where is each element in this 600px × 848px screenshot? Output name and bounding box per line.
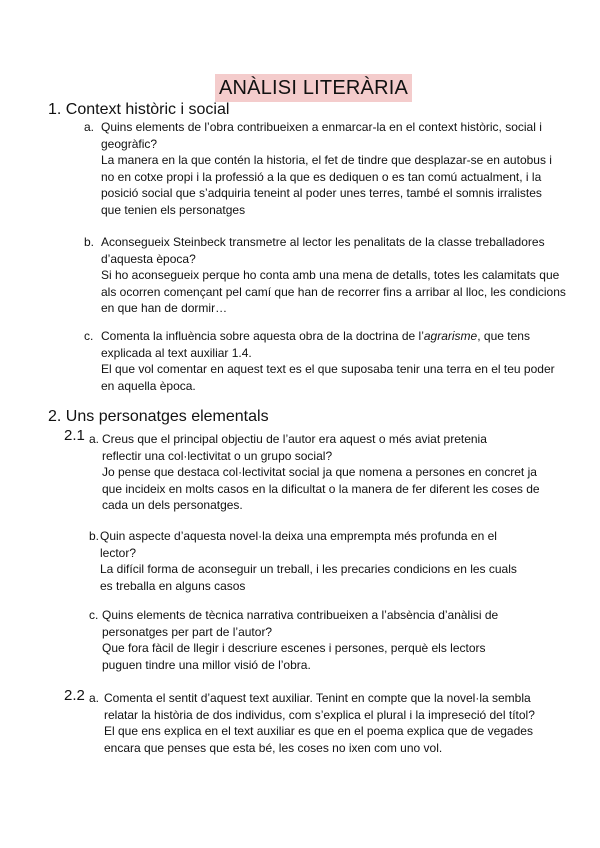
question-line: lector? <box>100 545 137 560</box>
answer-line: que tenien els personatges <box>101 202 246 217</box>
question-1b <box>84 234 566 317</box>
answer-line: posició social que s’adquiria teneint al poder unes terres, també el somnis irralistes <box>101 186 542 200</box>
answer-line: Jo pense que destaca col·lectivitat social ja que nomena a persones en concret ja <box>102 465 537 479</box>
question-line: reflectir una col·lectivitat o un grupo social? <box>102 448 333 463</box>
question-line: Quins elements de tècnica narrativa contribueixen a l’absència d’anàlisi de <box>102 608 499 622</box>
question-line: Comenta el sentit d’aquest text auxiliar. Tenint en compte que la novel·la sembla <box>104 691 531 705</box>
answer-line: cada un dels personatges. <box>102 498 243 512</box>
answer-line: Que fora fàcil de llegir i descriure escenes i persones, perquè els lectors <box>102 641 486 655</box>
answer-line: La manera en la que contén la historia, el fet de tindre que desplazar-se en autobus i <box>101 153 552 167</box>
question-line: relatar la història de dos individus, com s’explica el plural i la impreseció del títol? <box>104 707 535 722</box>
item-marker: b. <box>84 235 95 249</box>
question-1c <box>84 328 555 394</box>
answer-line: als ocorren començant pel camí que han de recorrer fins a arribar al lloc, les condicions <box>101 284 566 299</box>
question-line: Comenta la influència sobre aquesta obra de la doctrina de l’agrarisme, que tens <box>101 329 530 343</box>
answer-line: encara que penses que esta bé, les coses no ixen com uno vol. <box>104 740 443 755</box>
question-2-1a <box>89 431 540 514</box>
item-marker: a. <box>89 432 100 446</box>
answer-line: en aquella època. <box>101 378 196 393</box>
question-2-2a <box>89 690 535 756</box>
answer-line: en que han de dormir… <box>101 301 228 315</box>
answer-line: es treballa en alguns casos <box>100 578 246 593</box>
question-line: geogràfic? <box>101 136 158 151</box>
question-line: Aconsegueix Steinbeck transmetre al lector les penalitats de la classe treballadores <box>101 235 545 249</box>
question-line: Quins elements de l’obra contribueixen a enmarcar-la en el context històric, social i <box>101 120 542 134</box>
question-2-1c <box>89 607 498 673</box>
question-line: Quin aspecte d’aquesta novel·la deixa una emprempta més profunda en el <box>100 529 497 543</box>
item-marker: a. <box>84 120 95 134</box>
page-title: ANÀLISI LITERÀRIA <box>215 74 412 102</box>
question-line: Creus que el principal objectiu de l’autor era aquest o més aviat pretenia <box>102 432 487 446</box>
answer-line: El que vol comentar en aquest text es el que suposaba tenir una terra en el teu poder <box>101 362 555 376</box>
emphasis-term: agrarisme <box>423 329 478 343</box>
question-line: personatges per part de l’autor? <box>102 624 273 639</box>
answer-line: puguen tindre una millor visió de l’obra. <box>102 657 311 672</box>
subsection-number: 2.1 <box>64 427 85 444</box>
section-1-heading: 1. Context històric i social <box>48 101 230 118</box>
item-marker: a. <box>89 691 100 705</box>
question-2-1b <box>89 528 517 594</box>
subsection-number: 2.2 <box>64 687 85 704</box>
question-1a <box>84 119 552 218</box>
question-line: d’aquesta època? <box>101 251 196 266</box>
answer-line: Si ho aconsegueix perque ho conta amb una mena de detalls, totes les calamitats que <box>101 268 560 282</box>
item-marker: c. <box>84 329 94 343</box>
item-marker: c. <box>89 608 99 622</box>
section-2-heading: 2. Uns personatges elementals <box>48 408 269 425</box>
answer-line: que incideix en molts casos en la dificultat o la manera de fer diferent les coses de <box>102 481 540 496</box>
answer-line: El que ens explica en el text auxiliar es que en el poema explica que de vegades <box>104 724 533 738</box>
answer-line: no en cotxe propi i la professió a la que es dediquen o es tan comú actualment, i la <box>101 169 542 184</box>
question-line: explicada al text auxiliar 1.4. <box>101 345 252 360</box>
item-marker: b. <box>89 529 100 543</box>
answer-line: La difícil forma de aconseguir un treball, i les precaries condicions en les cuals <box>100 562 517 576</box>
